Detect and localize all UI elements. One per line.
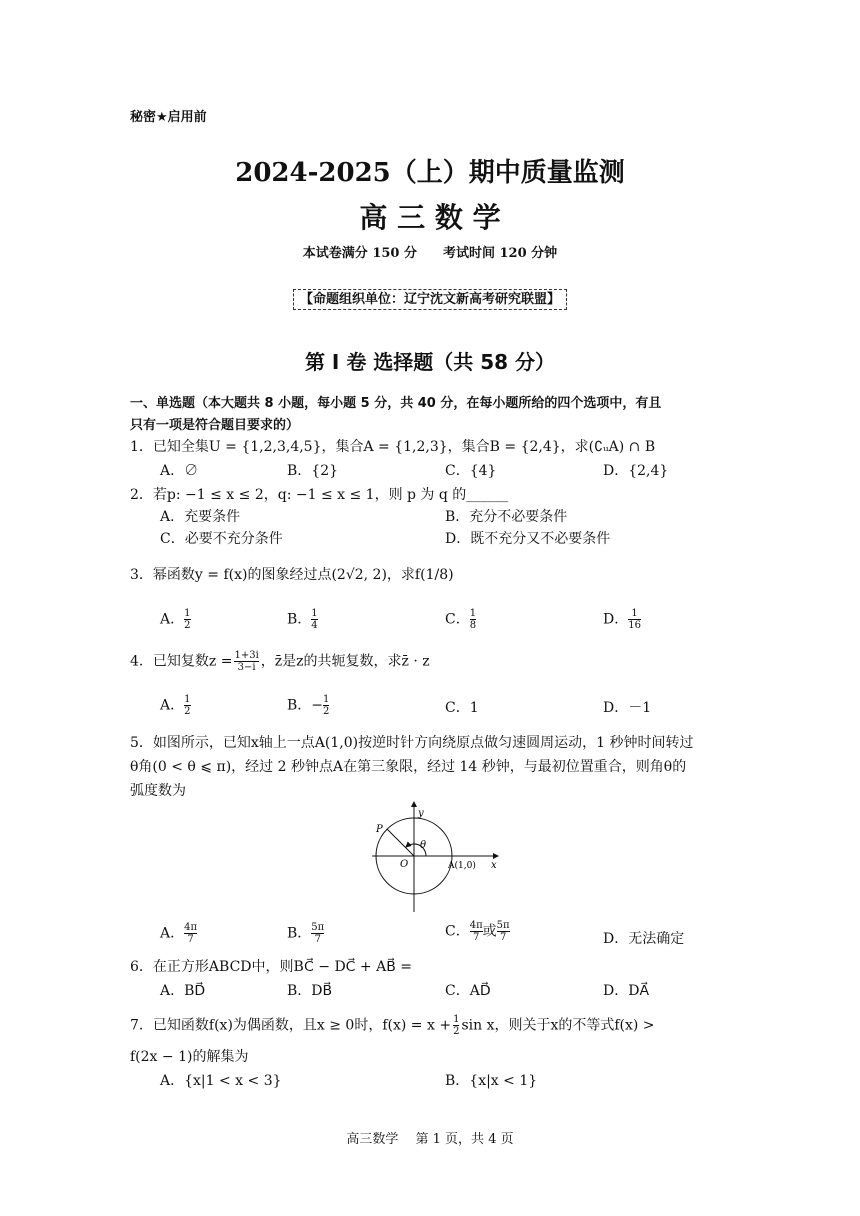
q4-stem-text: 4．已知复数z = <box>130 653 233 670</box>
q7-line2: f(2x − 1)的解集为 <box>130 1049 249 1065</box>
q1-option-c: C．{4} <box>445 463 497 479</box>
q3-stem-text: 3．幂函数y = f(x)的图象经过点(2√2, 2)，求f <box>130 567 421 583</box>
q6-option-c: C．AD⃗ <box>445 983 491 999</box>
q3-option-a: A． $\frac{1}{2}$ <box>160 608 191 631</box>
q2-stem: 2．若p: −1 ≤ x ≤ 2，q: −1 ≤ x ≤ 1，则 p 为 q 的______ <box>130 487 509 503</box>
secret-label: 秘密★启用前 <box>130 110 207 125</box>
score-time: 本试卷满分 150 分 考试时间 120 分钟 <box>302 246 558 261</box>
q5-option-d: D．无法确定 <box>603 931 685 947</box>
q2-option-b: B．充分不必要条件 <box>445 509 568 525</box>
q5-option-c: C． $\frac{4\pi}{7}$ 或 $\frac{5\pi}{7}$ <box>445 920 510 943</box>
q6-option-b: B．DB⃗ <box>287 983 333 999</box>
q5-option-a: A． $\frac{4\pi}{7}$ <box>160 922 198 945</box>
q5-line2: θ角(0 < θ ⩽ π)，经过 2 秒钟点A在第三象限，经过 14 秒钟，与最初位置重合，则角θ的 <box>130 759 687 775</box>
page-footer: 高三数学 第 1 页，共 4 页 <box>346 1132 514 1147</box>
q4-option-a: A． $\frac{1}{2}$ <box>160 694 191 717</box>
section-instr-2: 只有一项是符合题目要求的） <box>130 418 300 433</box>
q1-option-d: D．{2,4} <box>603 463 669 479</box>
q7-line1-tail: sin x，则关于x的不等式f(x) > <box>461 1017 655 1034</box>
q1-stem: 1．已知全集U = {1,2,3,4,5}，集合A = {1,2,3}，集合B = {2,4}，求(∁ᵤA) ∩ B <box>130 439 656 455</box>
q4-option-d: D．－1 <box>603 700 652 716</box>
q6-option-a: A．BD⃗ <box>160 983 206 999</box>
q7-option-a: A．{x|1 < x < 3} <box>160 1073 282 1089</box>
subject-title: 高 三 数 学 <box>359 201 501 234</box>
q5-option-b: B． $\frac{5\pi}{7}$ <box>287 922 325 945</box>
q7-option-b: B．{x|x < 1} <box>445 1073 538 1089</box>
q3-option-c: C． $\frac{1}{8}$ <box>445 608 477 631</box>
q4-fraction: $\frac{1+3i}{3-i}$ <box>234 650 259 673</box>
q3-option-d: D． $\frac{1}{16}$ <box>603 608 641 631</box>
q5-unit-circle-figure <box>360 796 510 914</box>
x-axis-label: x <box>491 860 497 871</box>
point-a-label: A(1,0) <box>448 861 476 871</box>
q5-line3: 弧度数为 <box>130 783 186 799</box>
q1-option-a: A．∅ <box>160 463 199 479</box>
q6-option-d: D．DA⃗ <box>603 983 650 999</box>
exam-title: 2024-2025（上）期中质量监测 <box>235 158 625 188</box>
section-title: 第 I 卷 选择题（共 58 分） <box>304 350 556 374</box>
q4-option-c: C．1 <box>445 700 479 716</box>
q5-line1: 5．如图所示，已知x轴上一点A(1,0)按逆时针方向绕原点做匀速圆周运动，1 秒钟时间转过 <box>130 735 694 751</box>
q7-line1 <box>130 1014 655 1037</box>
point-p-label: P <box>376 824 383 835</box>
q7-line1-text: 7．已知函数f(x)为偶函数，且x ≥ 0时，f(x) = x + <box>130 1017 452 1034</box>
q3-option-b: B． $\frac{1}{4}$ <box>287 608 318 631</box>
q7-fraction: $\frac{1}{2}$ <box>453 1014 460 1037</box>
y-axis-label: y <box>418 808 424 819</box>
q4-option-b: B．− $\frac{1}{2}$ <box>287 694 330 717</box>
q4-stem-tail: ，z̄是z的共轭复数，求z̄ · z <box>260 653 430 670</box>
q1-option-b: B．{2} <box>287 463 339 479</box>
origin-label: O <box>400 859 409 870</box>
section-instr-1: 一、单选题（本大题共 8 小题，每小题 5 分，共 40 分，在每小题所给的四个选项中，有且 <box>130 396 662 411</box>
unit-wrapper <box>0 288 860 307</box>
q6-stem: 6．在正方形ABCD中，则BC⃗ − DC⃗ + AB⃗ = <box>130 959 412 975</box>
q2-option-a: A．充要条件 <box>160 509 241 525</box>
theta-label: θ <box>420 840 427 851</box>
q2-option-d: D．既不充分又不必要条件 <box>445 531 611 547</box>
q3-stem-arg: (1/8) <box>420 567 454 583</box>
unit-box: 【命题组织单位：辽宁沈文新高考研究联盟】 <box>293 289 567 310</box>
q4-stem <box>130 650 430 673</box>
q2-option-c: C．必要不充分条件 <box>160 531 283 547</box>
q3-stem <box>130 564 454 584</box>
radius-op <box>387 829 414 856</box>
